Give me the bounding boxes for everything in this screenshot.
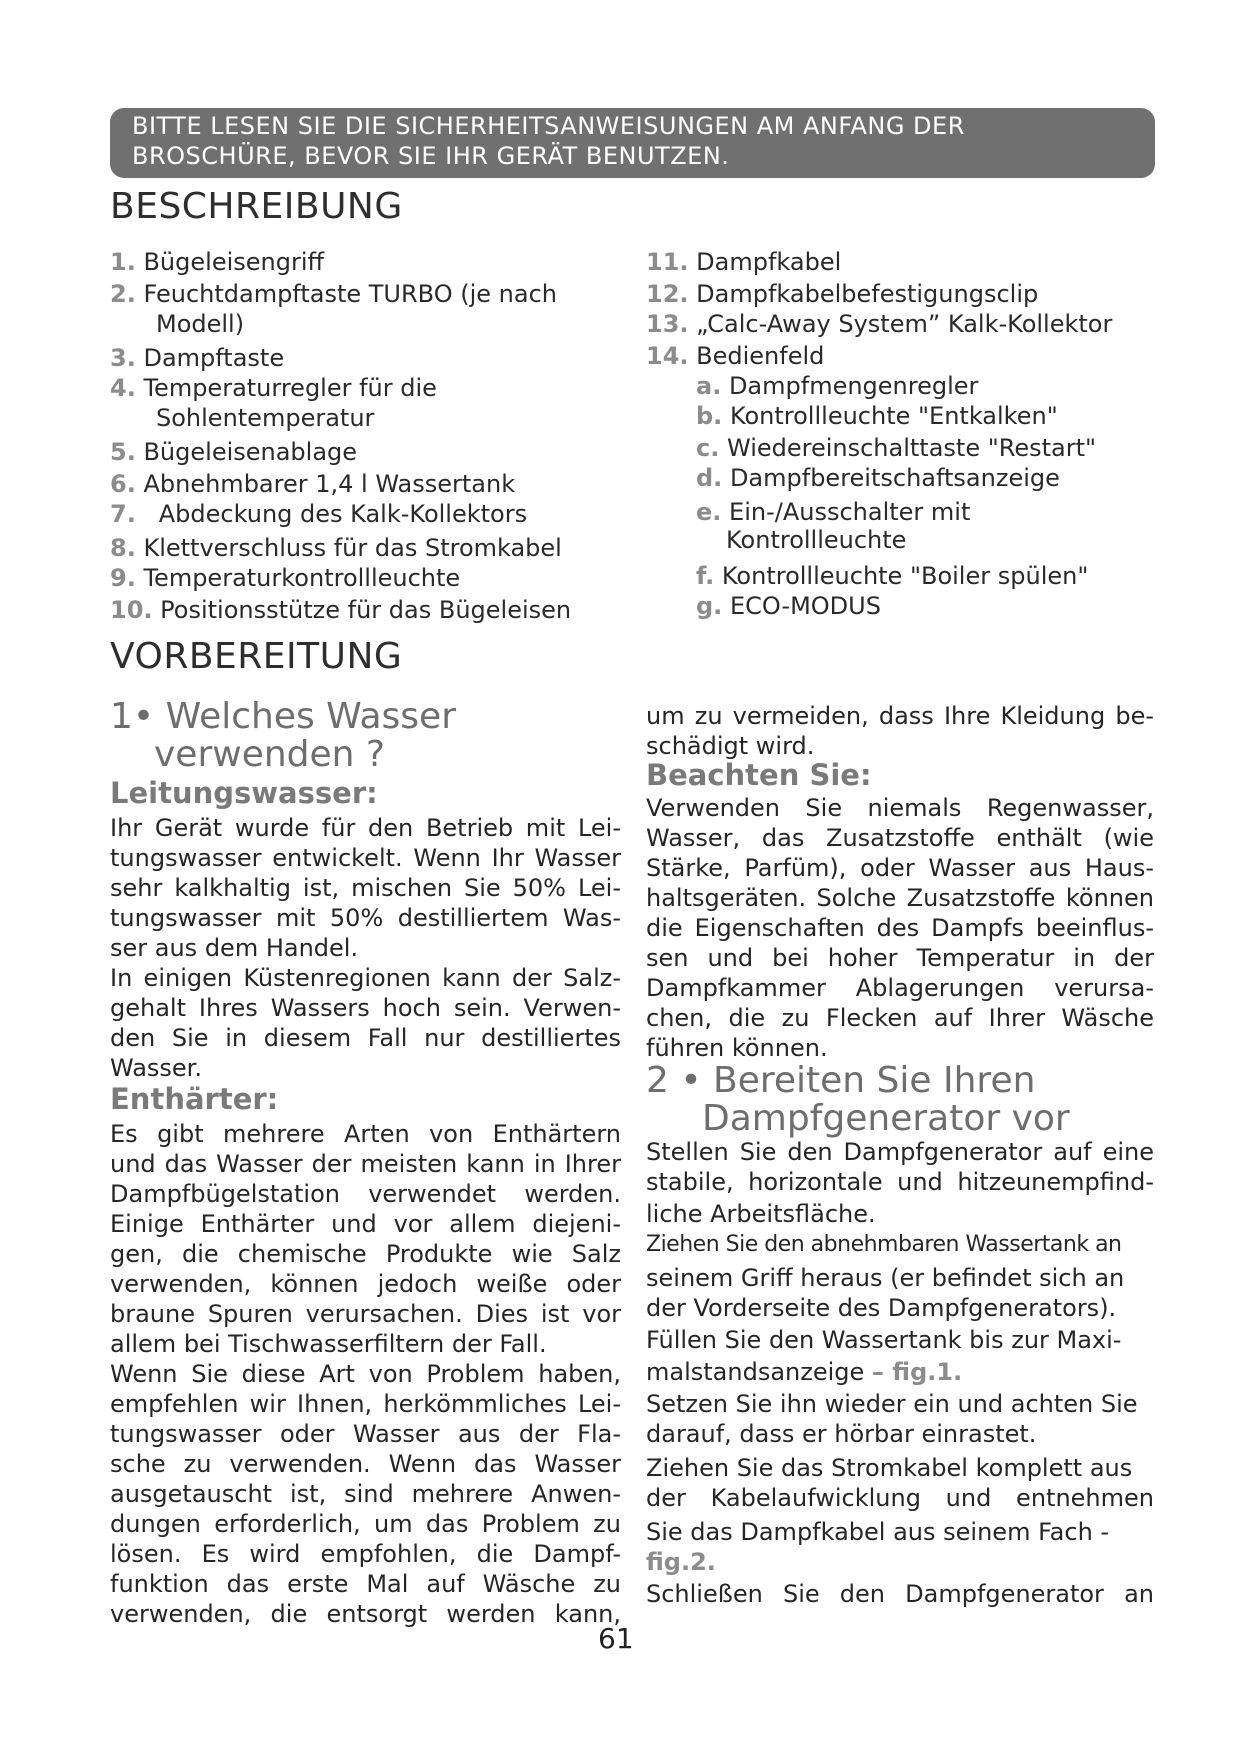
paragraph-line: sen und bei hoher Temperatur in der (646, 944, 1154, 972)
paragraph-line: funktion das erste Mal auf Wäsche zu (110, 1570, 621, 1598)
list-item: 1. Bügeleisengriff (110, 248, 325, 276)
paragraph-line: allem bei Tischwasserfiltern der Fall. (110, 1330, 547, 1358)
paragraph-line: Stellen Sie den Dampfgenerator auf eine (646, 1138, 1154, 1166)
paragraph-line: verwenden, die entsorgt werden kann, (110, 1600, 621, 1628)
sub-list-item-continuation: Kontrollleuchte (726, 526, 907, 554)
paragraph-line: verwenden, können jedoch weiße oder (110, 1270, 621, 1298)
preparation-heading: VORBEREITUNG (110, 636, 403, 677)
softener-subheading: Enthärter: (110, 1082, 279, 1116)
list-item: 7. Abdeckung des Kalk-Kollektors (110, 500, 528, 528)
paragraph-line: Es gibt mehrere Arten von Enthärtern (110, 1120, 621, 1148)
paragraph-line: empfehlen wir Ihnen, herkömmliches Lei- (110, 1390, 621, 1418)
sub-list-item: f. Kontrollleuchte "Boiler spülen" (696, 562, 1089, 590)
paragraph-line: ser aus dem Handel. (110, 934, 359, 962)
paragraph-line: dungen erforderlich, um das Problem zu (110, 1510, 621, 1538)
list-item: 2. Feuchtdampftaste TURBO (je nach (110, 280, 557, 308)
section2-title-line2: Dampfgenerator vor (702, 1098, 1070, 1139)
paragraph-line: Wasser, das Zusatzstoffe enthält (wie (646, 824, 1154, 852)
paragraph-line: tungswasser entwickelt. Wenn Ihr Wasser (110, 844, 621, 872)
description-list-left (110, 248, 630, 628)
list-item: 13. „Calc-Away System” Kalk-Kollektor (646, 310, 1113, 338)
list-item: 10. Positionsstütze für das Bügeleisen (110, 596, 572, 624)
paragraph-line: haltsgeräten. Solche Zusatzstoffe können (646, 884, 1154, 912)
safety-warning-banner (110, 108, 1155, 178)
paragraph-line: lösen. Es wird empfohlen, die Dampf- (110, 1540, 621, 1568)
list-item: 14. Bedienfeld (646, 342, 825, 370)
sub-list-item: c. Wiedereinschalttaste "Restart" (696, 434, 1097, 462)
paragraph-line: liche Arbeitsfläche. (646, 1200, 876, 1228)
paragraph-line: Dampfbügelstation verwendet werden. (110, 1180, 621, 1208)
section1-title-line1: 1• Welches Wasser (110, 696, 456, 737)
paragraph-line: um zu vermeiden, dass Ihre Kleidung be- (646, 702, 1154, 730)
fig2-reference: fig.2. (646, 1548, 716, 1576)
paragraph-line: Setzen Sie ihn wieder ein und achten Sie (646, 1390, 1138, 1418)
description-list-right (646, 248, 1166, 628)
list-item: 4. Temperaturregler für die (110, 374, 437, 402)
paragraph-line: chen, die zu Flecken auf Ihrer Wäsche (646, 1004, 1154, 1032)
paragraph-line: In einigen Küstenregionen kann der Salz- (110, 964, 621, 992)
list-item: 8. Klettverschluss für das Stromkabel (110, 534, 562, 562)
paragraph-line: malstandsanzeige – fig.1. (646, 1358, 963, 1386)
paragraph-line: ausgetauscht ist, sind mehrere Anwen- (110, 1480, 621, 1508)
list-item: 5. Bügeleisenablage (110, 438, 358, 466)
paragraph-line: der Kabelaufwicklung und entnehmen (646, 1484, 1154, 1512)
paragraph-line: tungswasser oder Wasser aus der Fla- (110, 1420, 621, 1448)
paragraph-line: seinem Griff heraus (er befindet sich an (646, 1264, 1125, 1292)
paragraph-line: Dampfkammer Ablagerungen verursa- (646, 974, 1154, 1002)
paragraph-line: Ziehen Sie das Stromkabel komplett aus (646, 1454, 1133, 1482)
paragraph-line: Verwenden Sie niemals Regenwasser, (646, 794, 1154, 822)
paragraph-line: sehr kalkhaltig ist, mischen Sie 50% Lei- (110, 874, 621, 902)
fig1-reference: – fig.1. (871, 1358, 963, 1386)
sub-list-item: d. Dampfbereitschaftsanzeige (696, 464, 1060, 492)
paragraph-line: Einige Enthärter und vor allem diejeni- (110, 1210, 621, 1238)
banner-line-1: BITTE LESEN SIE DIE SICHERHEITSANWEISUNGEN AM ANFANG DER (132, 112, 965, 140)
list-item-continuation: Sohlentemperatur (156, 404, 375, 432)
page-number: 61 (598, 1622, 634, 1655)
paragraph-line: den Sie in diesem Fall nur destilliertes (110, 1024, 621, 1052)
list-item: 9. Temperaturkontrollleuchte (110, 564, 461, 592)
sub-list-item: g. ECO-MODUS (696, 592, 881, 620)
preparation-right-column (646, 702, 1154, 1622)
paragraph-line: führen können. (646, 1034, 828, 1062)
paragraph-line: sche zu verwenden. Wenn das Wasser (110, 1450, 621, 1478)
list-item: 11. Dampfkabel (646, 248, 842, 276)
description-heading: BESCHREIBUNG (110, 186, 403, 227)
paragraph-line: Sie das Dampfkabel aus seinem Fach - (646, 1518, 1110, 1546)
paragraph-line: Füllen Sie den Wassertank bis zur Maxi- (646, 1326, 1122, 1354)
paragraph-line: und das Wasser der meisten kann in Ihrer (110, 1150, 621, 1178)
tap-water-subheading: Leitungswasser: (110, 776, 378, 810)
list-item: 6. Abnehmbarer 1,4 l Wassertank (110, 470, 516, 498)
sub-list-item: b. Kontrollleuchte "Entkalken" (696, 402, 1058, 430)
paragraph-line: braune Spuren verursachen. Dies ist vor (110, 1300, 621, 1328)
sub-list-item: a. Dampfmengenregler (696, 372, 979, 400)
paragraph-line: schädigt wird. (646, 732, 815, 760)
paragraph-line: Schließen Sie den Dampfgenerator an (646, 1580, 1154, 1608)
section2-title-line1: 2 • Bereiten Sie Ihren (646, 1060, 1036, 1101)
list-item: 3. Dampftaste (110, 344, 285, 372)
paragraph-line: der Vorderseite des Dampfgenerators). (646, 1294, 1117, 1322)
paragraph-line: darauf, dass er hörbar einrastet. (646, 1420, 1037, 1448)
paragraph-line: die Eigenschaften des Dampfs beeinflus- (646, 914, 1154, 942)
paragraph-line: gehalt Ihres Wassers hoch sein. Verwen- (110, 994, 621, 1022)
note-subheading: Beachten Sie: (646, 758, 872, 792)
paragraph-line: gen, die chemische Produkte wie Salz (110, 1240, 621, 1268)
list-item-continuation: Modell) (156, 310, 245, 338)
paragraph-line: Wasser. (110, 1054, 202, 1082)
paragraph-line: Ihr Gerät wurde für den Betrieb mit Lei- (110, 814, 621, 842)
preparation-left-column (110, 696, 621, 1628)
section1-title-line2: verwenden ? (154, 734, 386, 775)
list-item: 12. Dampfkabelbefestigungsclip (646, 280, 1039, 308)
paragraph-line: Ziehen Sie den abnehmbaren Wassertank an (646, 1232, 1122, 1257)
paragraph-line: stabile, horizontale und hitzeunempfind- (646, 1168, 1154, 1196)
paragraph-line: Stärke, Parfüm), oder Wasser aus Haus- (646, 854, 1154, 882)
sub-list-item: e. Ein-/Ausschalter mit (696, 498, 971, 526)
paragraph-line: Wenn Sie diese Art von Problem haben, (110, 1360, 621, 1388)
paragraph-line: tungswasser mit 50% destilliertem Was- (110, 904, 621, 932)
banner-line-2: BROSCHÜRE, BEVOR SIE IHR GERÄT BENUTZEN. (132, 142, 730, 170)
